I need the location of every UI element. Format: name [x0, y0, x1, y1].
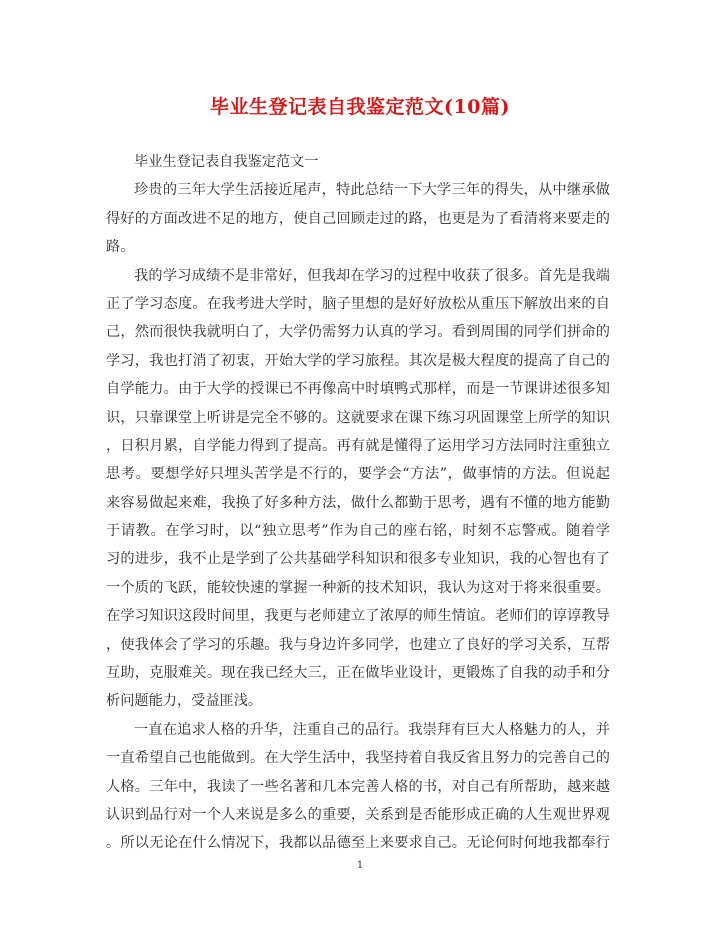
paragraph-2-line-1: 我的学习成绩不是非常好，但我却在学习的过程中收获了很多。首先是我端 — [134, 267, 610, 284]
paragraph-2-line-6: 识，只靠课堂上听讲是完全不够的。这就要求在课下练习巩固课堂上所学的知识 — [106, 409, 610, 426]
section-heading: 毕业生登记表自我鉴定范文一 — [134, 154, 319, 170]
paragraph-2-line-12: 一个质的飞跃，能较快速的掌握一种新的技术知识，我认为这对于将来很重要。 — [106, 579, 610, 596]
paragraph-2-line-3: 己，然而很快我就明白了，大学仍需努力认真的学习。看到周围的同学们拼命的 — [106, 324, 610, 341]
paragraph-2-line-15: 互助，克服难关。现在我已经大三，正在做毕业设计，更锻炼了自我的动手和分 — [106, 665, 610, 682]
document-body — [106, 148, 610, 858]
paragraph-2-line-10: 于请教。在学习时，以“独立思考”作为自己的座右铭，时刻不忘警戒。随着学 — [106, 523, 610, 540]
paragraph-2-line-8: 思考。要想学好只埋头苦学是不行的，要学会“方法”，做事情的方法。但说起 — [106, 466, 610, 483]
paragraph-3-line-1: 一直在追求人格的升华，注重自己的品行。我崇拜有巨大人格魅力的人，并 — [134, 721, 610, 738]
paragraph-2-line-14: ，使我体会了学习的乐趣。我与身边许多同学，也建立了良好的学习关系，互帮 — [106, 636, 610, 653]
paragraph-3-line-4: 认识到品行对一个人来说是多么的重要，关系到是否能形成正确的人生观世界观 — [106, 806, 610, 823]
paragraph-1-line-3: 路。 — [106, 239, 135, 256]
paragraph-3-line-3: 人格。三年中，我读了一些名著和几本完善人格的书，对自己有所帮助，越来越 — [106, 778, 610, 795]
paragraph-2-line-5: 自学能力。由于大学的授课已不再像高中时填鸭式那样，而是一节课讲述很多知 — [106, 381, 610, 398]
paragraph-1-line-1: 珍贵的三年大学生活接近尾声，特此总结一下大学三年的得失，从中继承做 — [134, 182, 610, 199]
paragraph-1-line-2: 得好的方面改进不足的地方，使自己回顾走过的路，也更是为了看清将来要走的 — [106, 210, 610, 227]
paragraph-2-line-2: 正了学习态度。在我考进大学时，脑子里想的是好好放松从重压下解放出来的自 — [106, 295, 610, 312]
paragraph-3-line-2: 一直希望自己也能做到。在大学生活中，我坚持着自我反省且努力的完善自己的 — [106, 750, 610, 767]
paragraph-2-line-9: 来容易做起来难，我换了好多种方法，做什么都勤于思考，遇有不懂的地方能勤 — [106, 494, 610, 511]
document-title: 毕业生登记表自我鉴定范文(10篇) — [210, 96, 510, 118]
page-number: 1 — [356, 860, 364, 871]
paragraph-3-line-5: 。所以无论在什么情况下，我都以品德至上来要求自己。无论何时何地我都奉行 — [106, 835, 610, 852]
paragraph-2-line-11: 习的进步，我不止是学到了公共基础学科知识和很多专业知识，我的心智也有了 — [106, 551, 610, 568]
paragraph-2-line-7: ，日积月累，自学能力得到了提高。再有就是懂得了运用学习方法同时注重独立 — [106, 437, 610, 454]
paragraph-2-line-16: 析问题能力，受益匪浅。 — [106, 693, 263, 710]
paragraph-2-line-13: 在学习知识这段时间里，我更与老师建立了浓厚的师生情谊。老师们的谆谆教导 — [106, 608, 610, 625]
paragraph-2-line-4: 学习，我也打消了初衷，开始大学的学习旅程。其次是极大程度的提高了自己的 — [106, 352, 610, 369]
